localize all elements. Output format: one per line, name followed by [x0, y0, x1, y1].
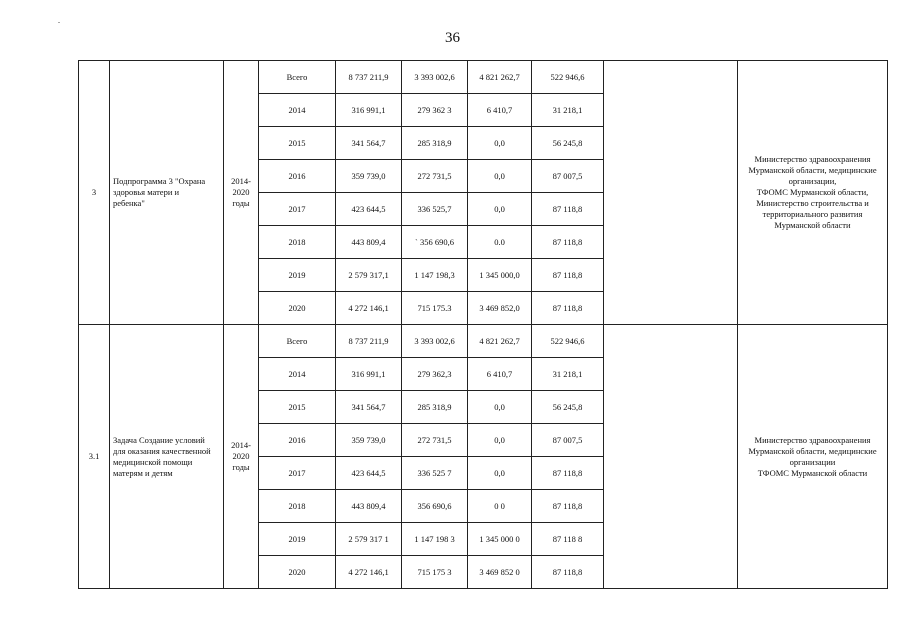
- item-number: [79, 325, 110, 589]
- total-cell: 341 564,7: [336, 127, 402, 160]
- regional-cell: 0 0: [468, 490, 532, 523]
- other-cell: 56 245,8: [532, 127, 604, 160]
- other-cell: 87 118,8: [532, 457, 604, 490]
- total-cell: 316 991,1: [336, 94, 402, 127]
- year-cell: 2017: [259, 457, 336, 490]
- regional-cell: 0,0: [468, 127, 532, 160]
- regional-cell: 3 469 852 0: [468, 556, 532, 589]
- other-cell: 87 118,8: [532, 556, 604, 589]
- item-name-text: Подпрограмма 3 "Охрана здоровья матери и ребенка": [113, 176, 206, 208]
- table-row: [79, 61, 888, 94]
- year-cell: 2020: [259, 556, 336, 589]
- federal-cell: 3 393 002,6: [402, 61, 468, 94]
- other-cell: 87 118,8: [532, 490, 604, 523]
- regional-cell: 0,0: [468, 193, 532, 226]
- other-cell: 31 218,1: [532, 94, 604, 127]
- item-number: [79, 61, 110, 325]
- regional-cell: 6 410,7: [468, 94, 532, 127]
- federal-cell: 285 318,9: [402, 127, 468, 160]
- year-cell: 2016: [259, 160, 336, 193]
- year-cell: Всего: [259, 61, 336, 94]
- year-cell: 2020: [259, 292, 336, 325]
- executor-cell: [738, 61, 888, 325]
- total-cell: 8 737 211,9: [336, 325, 402, 358]
- regional-cell: 6 410,7: [468, 358, 532, 391]
- federal-cell: 272 731,5: [402, 160, 468, 193]
- regional-cell: 0.0: [468, 226, 532, 259]
- regional-cell: 0,0: [468, 160, 532, 193]
- empty-cell: [604, 61, 738, 325]
- total-cell: 2 579 317,1: [336, 259, 402, 292]
- other-cell: 87 118,8: [532, 193, 604, 226]
- year-cell: 2014: [259, 94, 336, 127]
- year-cell: Всего: [259, 325, 336, 358]
- item-number-text: 3: [91, 187, 97, 197]
- total-cell: 443 809,4: [336, 226, 402, 259]
- total-cell: 359 739,0: [336, 160, 402, 193]
- item-number-text: 3.1: [88, 451, 100, 461]
- year-cell: 2016: [259, 424, 336, 457]
- total-cell: 423 644,5: [336, 457, 402, 490]
- total-cell: 359 739,0: [336, 424, 402, 457]
- other-cell: 87 007,5: [532, 424, 604, 457]
- other-cell: 87 118,8: [532, 226, 604, 259]
- page-number: 36: [445, 30, 460, 46]
- regional-cell: 0,0: [468, 457, 532, 490]
- federal-cell: 3 393 002,6: [402, 325, 468, 358]
- year-cell: 2018: [259, 490, 336, 523]
- table-row: [79, 325, 888, 358]
- total-cell: 4 272 146,1: [336, 292, 402, 325]
- other-cell: 87 118,8: [532, 292, 604, 325]
- other-cell: 87 118 8: [532, 523, 604, 556]
- executor-text: Министерство здравоохранения Мурманской области, медицинские организации ТФОМС Мурманской области: [748, 434, 877, 478]
- executor-text: Министерство здравоохранения Мурманской области, медицинские организации, ТФОМС Мурманской области, Министерство строительства и территориального развития Мурманской области: [748, 154, 877, 230]
- federal-cell: 336 525 7: [402, 457, 468, 490]
- other-cell: 522 946,6: [532, 325, 604, 358]
- other-cell: 522 946,6: [532, 61, 604, 94]
- federal-cell: 1 147 198,3: [402, 259, 468, 292]
- regional-cell: 0,0: [468, 391, 532, 424]
- regional-cell: 0,0: [468, 424, 532, 457]
- year-cell: 2019: [259, 259, 336, 292]
- federal-cell: 1 147 198 3: [402, 523, 468, 556]
- table-body: [79, 61, 888, 589]
- regional-cell: 3 469 852,0: [468, 292, 532, 325]
- federal-cell: 715 175.3: [402, 292, 468, 325]
- federal-cell: 279 362 3: [402, 94, 468, 127]
- item-period: [224, 325, 259, 589]
- regional-cell: 1 345 000,0: [468, 259, 532, 292]
- federal-cell: 356 690,6: [402, 490, 468, 523]
- year-cell: 2017: [259, 193, 336, 226]
- federal-cell: ` 356 690,6: [402, 226, 468, 259]
- federal-cell: 336 525,7: [402, 193, 468, 226]
- year-cell: 2018: [259, 226, 336, 259]
- total-cell: 2 579 317 1: [336, 523, 402, 556]
- item-name: [110, 61, 224, 325]
- item-period-text: 2014- 2020 годы: [231, 440, 251, 472]
- regional-cell: 4 821 262,7: [468, 61, 532, 94]
- total-cell: 4 272 146,1: [336, 556, 402, 589]
- item-name-text: Задача Создание условий для оказания качественной медицинской помощи матерям и детям: [113, 434, 211, 478]
- item-period-text: 2014- 2020 годы: [231, 176, 251, 208]
- federal-cell: 715 175 3: [402, 556, 468, 589]
- regional-cell: 1 345 000 0: [468, 523, 532, 556]
- federal-cell: 285 318,9: [402, 391, 468, 424]
- stray-mark: .: [58, 16, 60, 25]
- year-cell: 2014: [259, 358, 336, 391]
- regional-cell: 4 821 262,7: [468, 325, 532, 358]
- federal-cell: 272 731,5: [402, 424, 468, 457]
- budget-table: [78, 60, 888, 589]
- total-cell: 341 564,7: [336, 391, 402, 424]
- item-period: [224, 61, 259, 325]
- other-cell: 87 007,5: [532, 160, 604, 193]
- year-cell: 2019: [259, 523, 336, 556]
- total-cell: 423 644,5: [336, 193, 402, 226]
- item-name: [110, 325, 224, 589]
- other-cell: 31 218,1: [532, 358, 604, 391]
- total-cell: 316 991,1: [336, 358, 402, 391]
- other-cell: 56 245,8: [532, 391, 604, 424]
- total-cell: 443 809,4: [336, 490, 402, 523]
- year-cell: 2015: [259, 391, 336, 424]
- empty-cell: [604, 325, 738, 589]
- executor-cell: [738, 325, 888, 589]
- year-cell: 2015: [259, 127, 336, 160]
- other-cell: 87 118,8: [532, 259, 604, 292]
- federal-cell: 279 362,3: [402, 358, 468, 391]
- total-cell: 8 737 211,9: [336, 61, 402, 94]
